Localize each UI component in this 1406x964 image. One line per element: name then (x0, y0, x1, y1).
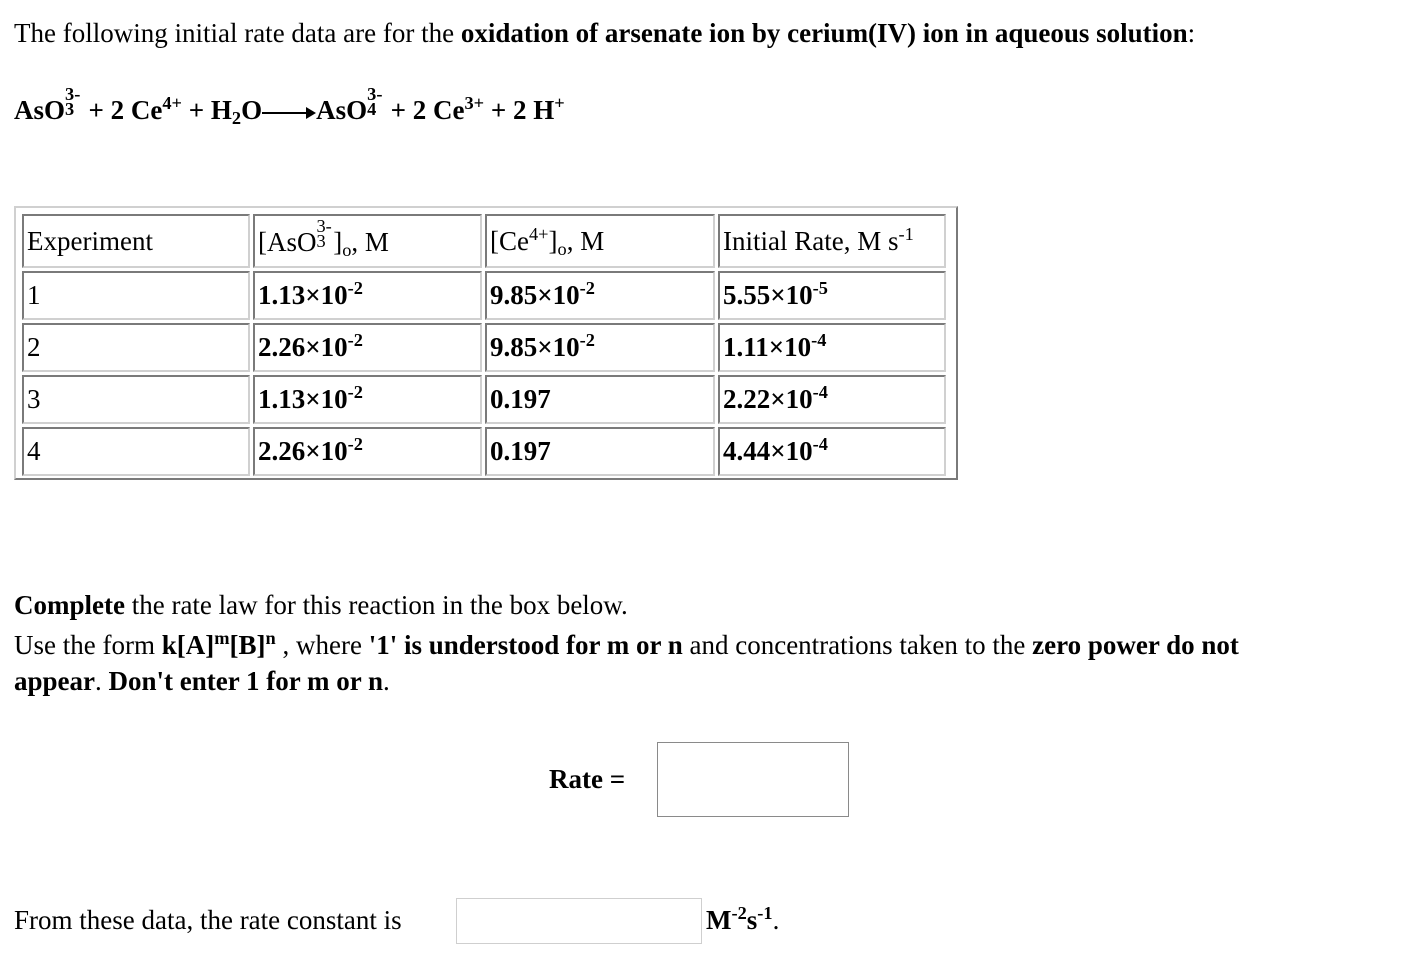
header-aso3-sup: 3- (316, 216, 332, 237)
table-header-row (22, 214, 946, 268)
cell-rate (718, 427, 946, 476)
instruction-line-1-rest: the rate law for this reaction in the box below. (124, 590, 628, 620)
cell-ce (485, 427, 715, 476)
instruction-complete: Complete (14, 590, 125, 620)
rate-constant-units (706, 902, 780, 936)
unit-s: s (746, 905, 758, 935)
eq-product1-charge (367, 84, 384, 119)
header-ce-sup: 4+ (528, 223, 549, 244)
header-ce-close: ] (548, 225, 558, 256)
header-aso3-open: [AsO (258, 227, 317, 257)
cell-aso3-mantissa: 1.13×10 (258, 280, 348, 310)
intro-suffix: : (1187, 18, 1196, 48)
header-aso3-charge (316, 216, 334, 251)
header-ce-unit: , M (566, 225, 605, 256)
instruction-where: , where (275, 630, 369, 660)
header-aso3-unit: , M (351, 227, 389, 257)
eq-h-charge: + (554, 92, 565, 113)
instruction-one-understood: '1' is understood for m or n (368, 630, 683, 660)
header-rate-text: Initial Rate, M s (723, 225, 899, 256)
eq-h2o-o: O (241, 95, 263, 125)
header-aso3-close: ] (333, 227, 343, 257)
instruction-period: . (95, 666, 109, 696)
eq-product1-sup: 3- (367, 84, 383, 105)
intro-text (14, 18, 1195, 49)
cell-aso3-exponent: -2 (347, 433, 363, 454)
reaction-arrow-icon (262, 112, 314, 114)
instruction-zero-power: zero power do not (1032, 630, 1239, 660)
header-experiment: Experiment (22, 214, 250, 268)
cell-rate-mantissa: 5.55×10 (723, 280, 813, 310)
instruction-dont-enter: Don't enter 1 for m or n (108, 666, 383, 696)
cell-experiment: 2 (22, 323, 250, 372)
instruction-line-1 (14, 590, 628, 621)
eq-h2o-sub: 2 (231, 108, 242, 129)
intro-prefix: The following initial rate data are for the (14, 18, 461, 48)
cell-aso3 (253, 323, 482, 372)
cell-aso3-exponent: -2 (347, 277, 363, 298)
cell-rate-mantissa: 2.22×10 (723, 384, 813, 414)
rate-data-table-frame (14, 206, 958, 480)
eq-reactant1-sup: 3- (65, 84, 81, 105)
eq-plus-ce3: + 2 Ce (383, 95, 465, 125)
eq-reactant1-charge (65, 84, 82, 119)
instruction-line-3 (14, 666, 390, 697)
cell-experiment: 3 (22, 375, 250, 424)
reaction-equation (14, 84, 565, 129)
instruction-form-n: n (265, 627, 276, 648)
rate-data-table (19, 211, 949, 479)
eq-reactant1: AsO (14, 95, 66, 125)
cell-aso3-mantissa: 2.26×10 (258, 332, 348, 362)
cell-ce (485, 323, 715, 372)
cell-ce-mantissa: 9.85×10 (490, 280, 580, 310)
instruction-use-form: Use the form (14, 630, 162, 660)
instruction-end-period: . (382, 666, 390, 696)
cell-rate (718, 271, 946, 320)
cell-rate-exponent: -4 (811, 329, 827, 350)
cell-ce-exponent: -2 (579, 277, 595, 298)
cell-aso3 (253, 271, 482, 320)
cell-rate (718, 323, 946, 372)
cell-ce-exponent: -2 (579, 329, 595, 350)
header-rate-sup: -1 (898, 223, 914, 244)
instruction-line-2 (14, 627, 1239, 661)
rate-constant-input[interactable] (456, 898, 702, 944)
cell-aso3-exponent: -2 (347, 381, 363, 402)
eq-plus-h: + H (182, 95, 232, 125)
header-aso3-sub: 3 (316, 230, 326, 251)
cell-experiment: 4 (22, 427, 250, 476)
cell-rate-exponent: -4 (812, 381, 828, 402)
instruction-appear: appear (14, 666, 95, 696)
cell-ce-mantissa: 0.197 (490, 436, 551, 466)
cell-ce (485, 375, 715, 424)
cell-ce (485, 271, 715, 320)
instruction-form-m: m (214, 627, 230, 648)
unit-m-exponent: -2 (731, 902, 747, 923)
cell-ce-mantissa: 0.197 (490, 384, 551, 414)
cell-aso3 (253, 427, 482, 476)
instruction-concentrations: and concentrations taken to the (682, 630, 1033, 660)
unit-s-exponent: -1 (757, 902, 773, 923)
unit-m: M (706, 905, 732, 935)
table-row (22, 375, 946, 424)
cell-rate-exponent: -4 (812, 433, 828, 454)
eq-product1: AsO (316, 95, 368, 125)
rate-law-input[interactable] (657, 742, 849, 817)
cell-rate (718, 375, 946, 424)
header-ce-concentration (485, 214, 715, 268)
header-ce-o: o (557, 238, 567, 259)
eq-plus-h-ion: + 2 H (484, 95, 555, 125)
instruction-form-b: [B] (229, 630, 266, 660)
cell-experiment: 1 (22, 271, 250, 320)
table-row (22, 427, 946, 476)
header-ce-open: [Ce (490, 225, 529, 256)
eq-reactant1-sub: 3 (65, 98, 75, 119)
cell-aso3-mantissa: 2.26×10 (258, 436, 348, 466)
header-aso3-concentration (253, 214, 482, 268)
eq-ce3-charge: 3+ (464, 92, 485, 113)
eq-ce-charge: 4+ (162, 92, 183, 113)
cell-rate-mantissa: 4.44×10 (723, 436, 813, 466)
cell-ce-mantissa: 9.85×10 (490, 332, 580, 362)
intro-bold: oxidation of arsenate ion by cerium(IV) ion in aqueous solution (460, 18, 1188, 48)
rate-label: Rate = (549, 764, 626, 794)
eq-plus-ce: + 2 Ce (81, 95, 163, 125)
unit-period: . (772, 905, 780, 935)
rate-constant-label: From these data, the rate constant is (14, 905, 402, 935)
cell-aso3-exponent: -2 (347, 329, 363, 350)
cell-aso3-mantissa: 1.13×10 (258, 384, 348, 414)
table-row (22, 323, 946, 372)
table-row (22, 271, 946, 320)
header-initial-rate (718, 214, 946, 268)
instruction-form-a: k[A] (161, 630, 215, 660)
eq-product1-sub: 4 (367, 98, 377, 119)
cell-aso3 (253, 375, 482, 424)
cell-rate-mantissa: 1.11×10 (723, 332, 812, 362)
cell-rate-exponent: -5 (812, 277, 828, 298)
header-aso3-o: o (342, 240, 352, 261)
